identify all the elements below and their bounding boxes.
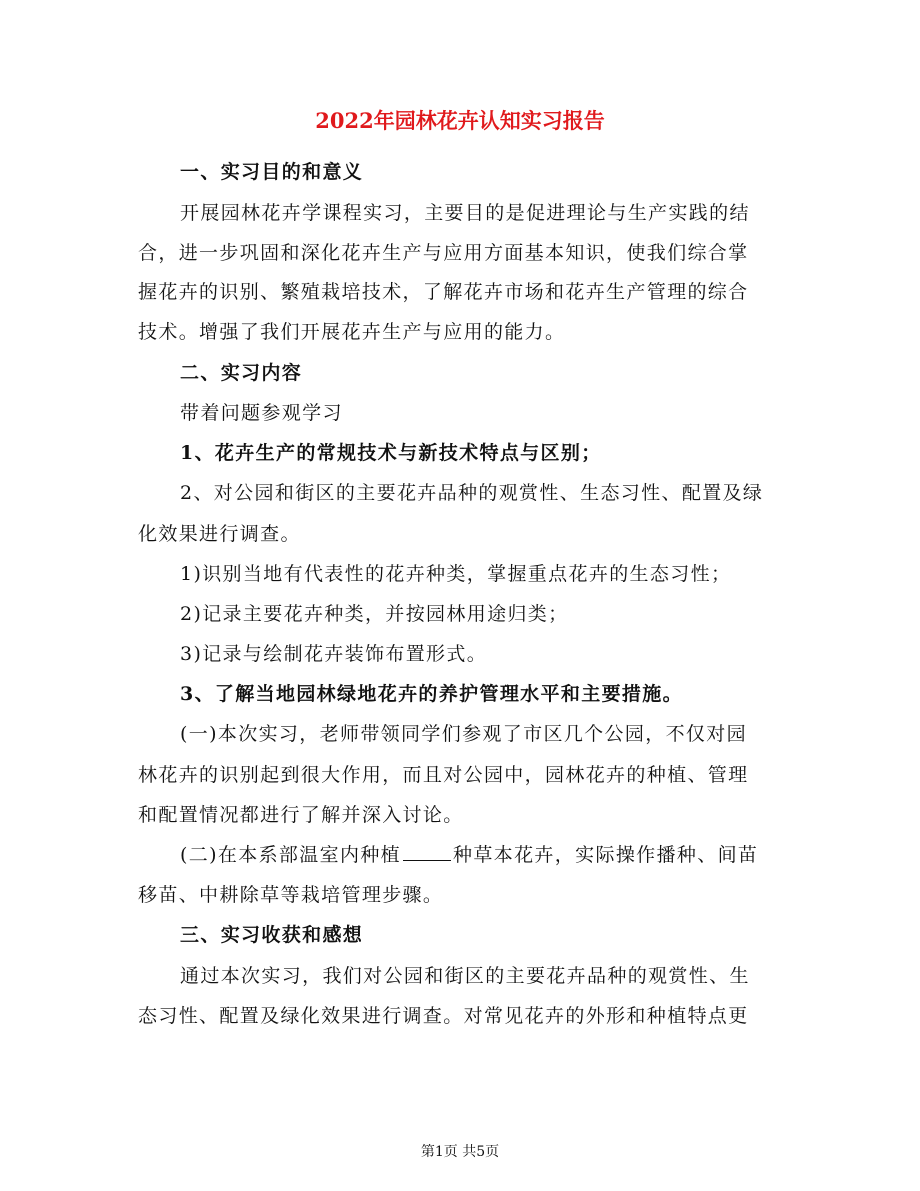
section-heading-reflection: 三、实习收获和感想 xyxy=(180,924,364,946)
paragraph-line: 林花卉的识别起到很大作用，而且对公园中，园林花卉的种植、管理 xyxy=(138,764,749,786)
paragraph-line-with-blank xyxy=(180,841,788,869)
paragraph-line: 和配置情况都进行了解并深入讨论。 xyxy=(138,804,464,826)
paragraph-line: 态习性、配置及绿化效果进行调查。对常见花卉的外形和种植特点更 xyxy=(138,1005,749,1027)
page-number-footer: 第1页 共5页 xyxy=(420,1144,500,1160)
sub-list-item: 1)识别当地有代表性的花卉种类，掌握重点花卉的生态习性； xyxy=(180,563,732,585)
list-item-heading: 1、花卉生产的常规技术与新技术特点与区别； xyxy=(180,442,602,464)
paragraph-line: 2、对公园和街区的主要花卉品种的观赏性、生态习性、配置及绿 xyxy=(180,482,764,504)
paragraph-line: (一)本次实习，老师带领同学们参观了市区几个公园，不仅对园 xyxy=(180,723,747,745)
paragraph-line: 技术。增强了我们开展花卉生产与应用的能力。 xyxy=(138,321,566,343)
text-after-blank: 种草本花卉，实际操作播种、间苗 xyxy=(453,844,759,866)
sub-list-item: 2)记录主要花卉种类，并按园林用途归类； xyxy=(180,603,569,625)
paragraph-line: 合，进一步巩固和深化花卉生产与应用方面基本知识，使我们综合掌 xyxy=(138,242,749,264)
paragraph-line: 通过本次实习，我们对公园和街区的主要花卉品种的观赏性、生 xyxy=(180,965,750,987)
text-before-blank: (二)在本系部温室内种植 xyxy=(180,844,402,866)
fill-in-blank xyxy=(403,842,451,861)
document-title: 2022年园林花卉认知实习报告 xyxy=(315,108,605,133)
section-heading-purpose: 一、实习目的和意义 xyxy=(180,161,364,183)
paragraph-line: 带着问题参观学习 xyxy=(180,402,343,424)
paragraph-line: 移苗、中耕除草等栽培管理步骤。 xyxy=(138,884,444,906)
paragraph-line: 化效果进行调查。 xyxy=(138,523,301,545)
sub-list-item: 3)记录与绘制花卉装饰布置形式。 xyxy=(180,643,488,665)
paragraph-line: 开展园林花卉学课程实习，主要目的是促进理论与生产实践的结 xyxy=(180,202,750,224)
paragraph-line: 握花卉的识别、繁殖栽培技术，了解花卉市场和花卉生产管理的综合 xyxy=(138,281,749,303)
list-item-heading: 3、了解当地园林绿地花卉的养护管理水平和主要措施。 xyxy=(180,683,683,705)
section-heading-content: 二、实习内容 xyxy=(180,362,303,384)
